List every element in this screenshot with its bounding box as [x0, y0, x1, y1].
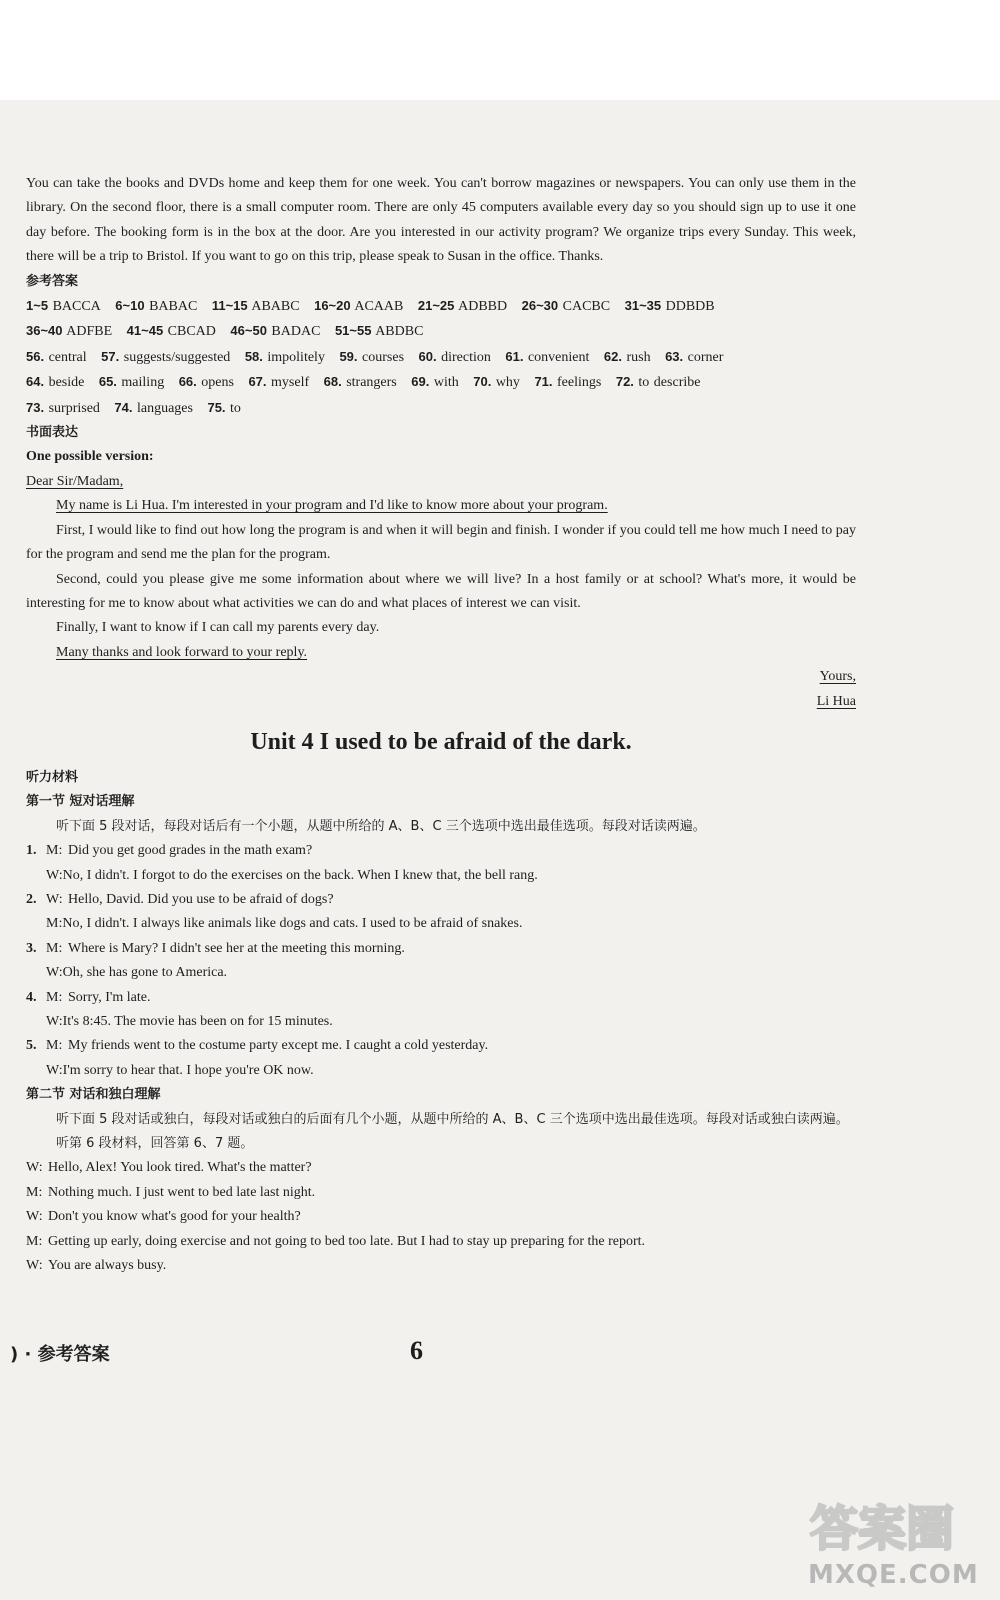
letter-closing: Yours,	[819, 669, 856, 685]
answers-row-3: 56. central 57. suggests/suggested 58. impolitely 59. courses 60. direction 61. convenient 62. rush 63. corner	[26, 348, 724, 365]
dialogue-5: 5. M: My friends went to the costume party except me. I caught a cold yesterday. W:I'm sorry to hear that. I hope you're OK now.	[26, 1038, 489, 1078]
unit-title: Unit 4 I used to be afraid of the dark.	[250, 728, 632, 755]
watermark-chars: 答案圈	[810, 1501, 955, 1557]
letter-paragraph-3: Second, could you please give me some information about where we will live? In a host family or at school? What's more, it would be interesting for me to know about what activities we can do and what places of interest we can visit.	[26, 571, 856, 611]
letter-paragraph-4: Finally, I want to know if I can call my parents every day.	[56, 620, 380, 636]
letter-paragraph-1: My name is Li Hua. I'm interested in your program and I'd like to know more about your program.	[56, 498, 608, 514]
answers-row-4: 64. beside 65. mailing 66. opens 67. myself 68. strangers 69. with 70. why 71. feelings 72. to describe	[26, 374, 701, 391]
letter-signature: Li Hua	[816, 693, 856, 709]
watermark-site: MXQE.COM	[808, 1560, 979, 1590]
material-6-dialogue: W: Hello, Alex! You look tired. What's the matter? M: Nothing much. I just went to bed late last night. W: Don't you know what's good for your health? M: Getting up early, doing exercise and not going to bed too late. But I had to stay up preparing for the report. W: You are always busy.	[26, 1160, 646, 1274]
letter-paragraph-5: Many thanks and look forward to your reply.	[56, 644, 308, 660]
answers-heading: 参考答案	[26, 273, 79, 289]
section1-instructions: 听下面 5 段对话，每段对话后有一个小题，从题中所给的 A、B、C 三个选项中选出最佳选项。每段对话读两遍。	[56, 818, 706, 834]
dialogue-1: 1. M: Did you get good grades in the math exam? W:No, I didn't. I forgot to do the exercises on the back. When I knew that, the bell rang.	[26, 843, 538, 883]
writing-heading: 书面表达	[26, 425, 79, 441]
dialogue-4: 4. M: Sorry, I'm late. W:It's 8:45. The movie has been on for 15 minutes.	[26, 989, 333, 1029]
dialogue-3: 3. M: Where is Mary? I didn't see her at the meeting this morning. W:Oh, she has gone to America.	[26, 940, 405, 981]
version-label: One possible version:	[26, 449, 154, 465]
listening-heading: 听力材料	[26, 769, 79, 785]
letter-paragraph-2: First, I would like to find out how long the program is and when it will begin and finish. I wonder if you could tell me how much I need to pay for the program and send me the plan for the program.	[26, 522, 856, 563]
section2-heading: 第二节 对话和独白理解	[26, 1087, 161, 1103]
answers-row-1: 1~5 BACCA 6~10 BABAC 11~15 ABABC 16~20 ACAAB 21~25 ADBBD 26~30 CACBC 31~35 DDBDB	[26, 298, 715, 315]
footer-label: ) · 参考答案	[10, 1344, 110, 1365]
answers-row-2: 36~40 ADFBE 41~45 CBCAD 46~50 BADAC 51~55 ABDBC	[26, 323, 424, 340]
letter-salutation: Dear Sir/Madam,	[26, 473, 124, 489]
material6-label: 听第 6 段材料，回答第 6、7 题。	[56, 1136, 254, 1152]
listening-passage: You can take the books and DVDs home and keep them for one week. You can't borrow magazines or newspapers. You can only use them in the library. On the second floor, there is a small computer room. There are only 45 computers available every day so you should sign up to use it one day before. The booking form is in the box at the door. Are you interested in our activity program? We organize trips every Sunday. This week, there will be a trip to Bristol. If you want to go on this trip, please speak to Susan in the office. Thanks.	[26, 176, 856, 265]
page-content	[26, 172, 856, 1278]
page-number: 6	[410, 1336, 423, 1365]
answers-row-5: 73. surprised 74. languages 75. to	[26, 399, 241, 416]
section1-heading: 第一节 短对话理解	[26, 794, 135, 810]
section2-instructions: 听下面 5 段对话或独白，每段对话或独白的后面有几个小题，从题中所给的 A、B、C 三个选项中选出最佳选项。每段对话或独白读两遍。	[56, 1111, 849, 1127]
top-blank-band	[0, 0, 1000, 100]
dialogue-2: 2. W: Hello, David. Did you use to be afraid of dogs? M:No, I didn't. I always like animals like dogs and cats. I used to be afraid of snakes.	[26, 891, 523, 932]
